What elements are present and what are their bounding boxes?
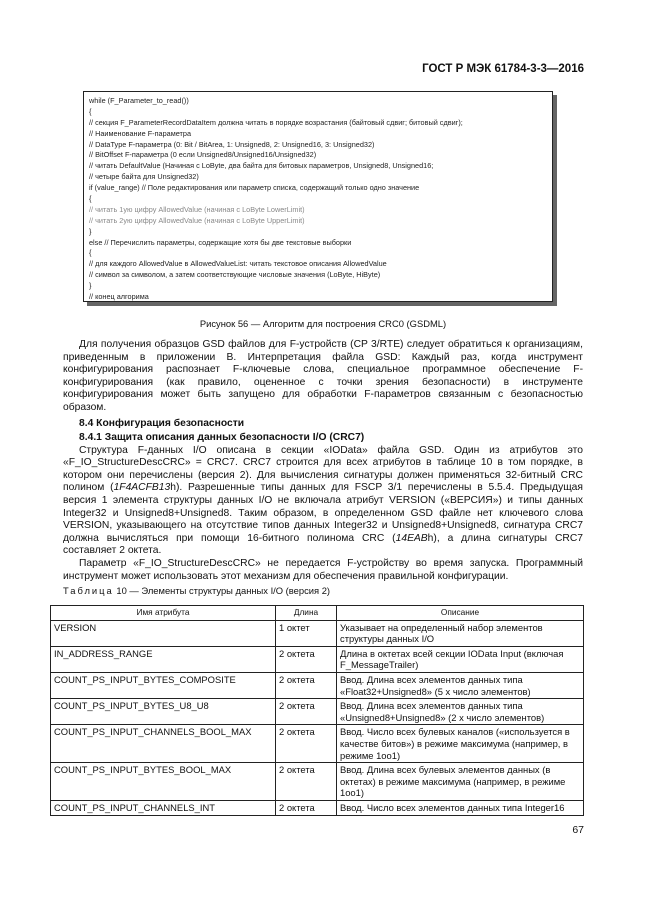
table-row <box>51 725 584 763</box>
header-attribute-name: Имя атрибута <box>51 606 276 621</box>
cell-attribute-name: COUNT_PS_INPUT_BYTES_COMPOSITE <box>51 672 276 698</box>
cell-length: 2 октета <box>276 646 337 672</box>
cell-description: Указывает на определенный набор элементов структуры данных I/O <box>337 620 584 646</box>
cell-attribute-name: IN_ADDRESS_RANGE <box>51 646 276 672</box>
code-line: // Наименование F-параметра <box>89 128 191 138</box>
code-line: // для каждого AllowedValue в AllowedValueList: читать текстовое описания AllowedValue <box>89 259 387 269</box>
cell-length: 2 октета <box>276 672 337 698</box>
code-listing <box>84 92 552 303</box>
code-line: } <box>89 226 92 236</box>
section-heading-8-4: 8.4 Конфигурация безопасности <box>79 417 245 429</box>
table-caption-number: 10 <box>116 585 127 596</box>
document-header: ГОСТ Р МЭК 61784-3-3—2016 <box>422 63 584 75</box>
code-line: else // Перечислить параметры, содержащие хотя бы две текстовые выборки <box>89 237 352 247</box>
crc7-text-part1: Структура F-данных I/O описана в секции «IOData» файла GSD. Один из атрибутов это «F_IO_StructureDescCRC» = CRC7. CRC7 строится для всех атрибутов в таблице 10 в том порядке, в котором они перечислены (версия 2). Для вычисления сигнатуры должен применяться 32-битный CRC полином ( <box>63 444 583 494</box>
cell-length: 2 октета <box>276 763 337 801</box>
table-caption <box>63 585 330 596</box>
code-line: { <box>89 106 92 116</box>
table-caption-title: — Элементы структуры данных I/O (версия 2) <box>129 585 331 596</box>
code-line: // конец алгорима <box>89 292 149 302</box>
code-line: // читать 2ую цифру AllowedValue (начиная с LoByte UpperLimit) <box>89 215 305 225</box>
page-number: 67 <box>572 824 584 836</box>
table-row <box>51 800 584 815</box>
crc-poly-16: 14EAB <box>395 532 428 544</box>
paragraph-crc-parameter: Параметр «F_IO_StructureDescCRC» не передается F-устройству во время запуска. Программный инструмент может использовать этот механизм для обеспечения правильной конфигурации. <box>63 557 583 582</box>
paragraph-crc7-structure <box>63 445 583 558</box>
crc7-text-part3: h), а длина сигнатуры CRC7 составляет 2 октета. <box>63 532 583 557</box>
cell-description: Ввод. Длина всех булевых элементов данных (в октетах) в режиме максимума (например, в режиме 1оо1) <box>337 763 584 801</box>
code-line: // читать 1ую цифру AllowedValue (начиная с LoByte LowerLimit) <box>89 204 305 214</box>
table-row <box>51 620 584 646</box>
crc-poly-32: 1F4ACFB13 <box>113 482 171 494</box>
cell-length: 1 октет <box>276 620 337 646</box>
cell-attribute-name: COUNT_PS_INPUT_BYTES_BOOL_MAX <box>51 763 276 801</box>
code-line: // BitOffset F-параметра (0 если Unsigned8/Unsigned16/Unsigned32) <box>89 150 317 160</box>
header-description: Описание <box>337 606 584 621</box>
code-line: // секция F_ParameterRecordDataItem должна читать в порядке возрастания (байтовый сдвиг; битовый сдвиг); <box>89 117 463 127</box>
code-line: { <box>89 194 92 204</box>
code-line: // читать DefaultValue (Начиная с LoByte, два байта для битовых параметров, Unsigned8, Unsigned16; <box>89 161 434 171</box>
table-row <box>51 646 584 672</box>
table-caption-prefix: Таблица <box>63 585 114 596</box>
header-length: Длина <box>276 606 337 621</box>
table-header-row <box>51 606 584 621</box>
cell-description: Ввод. Число всех элементов данных типа Integer16 <box>337 800 584 815</box>
cell-description: Ввод. Длина всех элементов данных типа «Float32+Unsigned8» (5 х число элементов) <box>337 672 584 698</box>
table-row <box>51 699 584 725</box>
code-line: { <box>89 248 92 258</box>
cell-attribute-name: COUNT_PS_INPUT_BYTES_U8_U8 <box>51 699 276 725</box>
body-text-block <box>63 339 583 583</box>
code-line: while (F_Parameter_to_read()) <box>89 96 189 105</box>
io-structure-table <box>50 605 584 816</box>
code-line: // символ за символом, а затем соответствующие числовые значения (LoByte, HiByte) <box>89 270 381 280</box>
cell-attribute-name: VERSION <box>51 620 276 646</box>
paragraph-gsd-samples: Для получения образцов GSD файлов для F-устройств (CP 3/RTE) следует обратиться к организациям, приведенным в приложении B. Интерпретация файла GSD: Каждый раз, когда инструмент конфигурирования распознает F-ключевые слова, специальное программное обеспечение F-конфигурирования (как правило, оцененное с точки зрения безопасности) в инструменте конфигурирования может быть запущено для обработки F-параметров связанным с безопасностью образом. <box>63 339 583 413</box>
section-heading-8-4-1: 8.4.1 Защита описания данных безопасности I/O (CRC7) <box>79 431 365 443</box>
cell-attribute-name: COUNT_PS_INPUT_CHANNELS_INT <box>51 800 276 815</box>
figure-caption: Рисунок 56 — Алгоритм для построения CRC0 (GSDML) <box>199 318 447 329</box>
table-row <box>51 672 584 698</box>
code-line: // DataType F-параметра (0: Bit / BitArea, 1: Unsigned8, 2: Unsigned16, 3: Unsigned32) <box>89 139 375 149</box>
code-line: // четыре байта для Unsigned32) <box>89 172 199 182</box>
cell-length: 2 октета <box>276 725 337 763</box>
cell-length: 2 октета <box>276 800 337 815</box>
algorithm-code-block <box>83 91 553 302</box>
code-line: if (value_range) // Поле редактирования или параметр списка, содержащий только одно значение <box>89 183 420 193</box>
table-row <box>51 763 584 801</box>
code-line: } <box>89 281 92 291</box>
cell-length: 2 октета <box>276 699 337 725</box>
cell-description: Длина в октетах всей секции IOData Input (включая F_MessageTrailer) <box>337 646 584 672</box>
crc7-text-part2: h). Разрешенные типы данных для FSCP 3/1 перечислены в 5.5.4. Предыдущая версия 1 элемента структуры данных I/O не включала атрибут VERSION («ВЕРСИЯ») и типы данных Integer32 и Unsigned8+Unsigned8. Таким образом, в определенном GSD файле нет ключевого слова VERSION, указывающего на отсутствие типов данных Integer32 и Unsigned8+Unsigned8, сигнатура CRC7 должна вычисляться при помощи 16-битного полинома CRC ( <box>63 482 583 544</box>
cell-attribute-name: COUNT_PS_INPUT_CHANNELS_BOOL_MAX <box>51 725 276 763</box>
cell-description: Ввод. Число всех булевых каналов («используется в качестве битов») в режиме максимума (например, в режиме 1оо1) <box>337 725 584 763</box>
cell-description: Ввод. Длина всех элементов данных типа «Unsigned8+Unsigned8» (2 х число элементов) <box>337 699 584 725</box>
